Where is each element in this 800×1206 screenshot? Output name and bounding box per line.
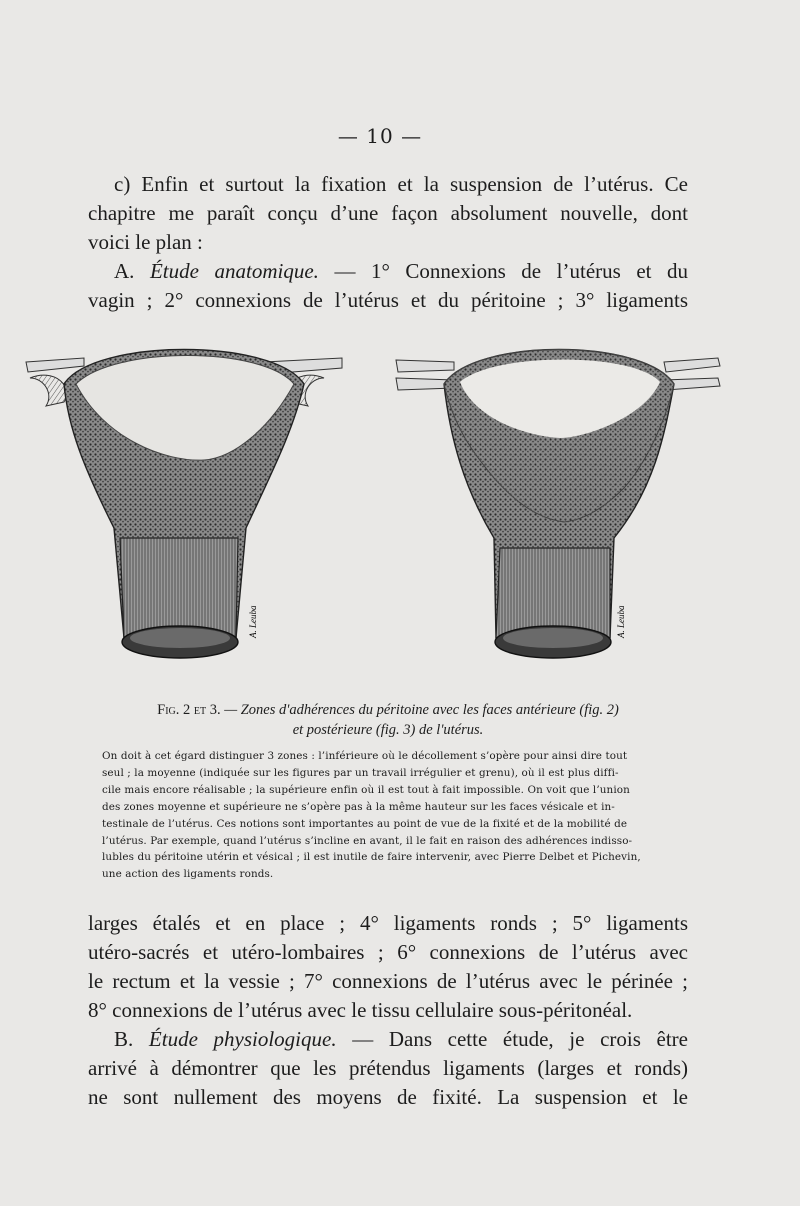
note-line: des zones moyenne et supérieure ne s’opère pas à la même hauteur sur les faces vésicale et in- (102, 800, 615, 813)
caption-line (78, 700, 698, 720)
figure-2-drawing (26, 350, 342, 659)
continuation-line: 8° connexions de l’utérus avec le tissu cellulaire sous-péritonéal. (88, 998, 633, 1022)
caption-label: Fig. 2 et 3. (157, 702, 221, 718)
note-line: lubles du péritoine utérin et vésical ; il est inutile de faire intervenir, avec Pierre Delbet et Pichevin, (102, 851, 641, 864)
caption-text: — Zones d'adhérences du péritoine avec les faces antérieure (fig. 2) (224, 702, 619, 718)
intro-text (88, 170, 688, 315)
continuation-line: ne sont nullement des moyens de fixité. La suspension et le (88, 1085, 688, 1109)
continuation-line: arrivé à démontrer que les prétendus ligaments (larges et ronds) (88, 1056, 688, 1080)
section-b-label: B. (114, 1027, 134, 1051)
section-b-line-rest: — Dans cette étude, je crois être (352, 1027, 688, 1051)
figure-2-signature: A. Leuba (248, 605, 258, 638)
continuation-line: larges étalés et en place ; 4° ligaments ronds ; 5° ligaments (88, 911, 688, 935)
caption-text: et postérieure (fig. 3) de l'utérus. (292, 722, 484, 738)
uterus-figure (24, 338, 724, 700)
intro-line: chapitre me paraît conçu d’une façon absolument nouvelle, dont (88, 201, 688, 225)
continuation-line: utéro-sacrés et utéro-lombaires ; 6° connexions de l’utérus avec (88, 940, 688, 964)
section-a-line1-rest: — 1° Connexions de l’utérus et du (334, 259, 689, 283)
intro-line: voici le plan : (88, 230, 203, 254)
note-line: On doit à cet égard distinguer 3 zones : l’inférieure où le décollement s’opère pour ainsi dire tout (102, 750, 628, 762)
note-line: l’utérus. Par exemple, quand l’utérus s’incline en avant, il le fait en raison des adhérences indisso- (102, 834, 633, 847)
caption-line (78, 720, 698, 740)
figure-3-drawing (396, 350, 720, 659)
section-b-title: Étude physiologique. (148, 1027, 337, 1051)
figure-3-signature: A. Leuba (616, 605, 626, 638)
note-line: seul ; la moyenne (indiquée sur les figures par un travail irrégulier et grenu), où il est plus diffi- (102, 766, 619, 779)
section-a-label: A. (114, 259, 135, 283)
continuation-text (88, 909, 688, 1112)
note-line: testinale de l’utérus. Ces notions sont importantes au point de vue de la fixité et de la mobilité de (102, 817, 628, 830)
section-a-title: Étude anatomique. (149, 259, 319, 283)
section-a-heading-line (88, 257, 688, 286)
note-line: une action des ligaments ronds. (102, 868, 274, 881)
page-number: — 10 — (337, 124, 423, 148)
figure-caption (78, 700, 698, 740)
continuation-line: le rectum et la vessie ; 7° connexions de l’utérus avec le périnée ; (88, 969, 688, 993)
section-b-heading-line (88, 1025, 688, 1054)
note-line: cile mais encore réalisable ; la supérieure enfin où il est tout à fait impossible. On voit que l’union (102, 783, 630, 796)
intro-line: c) Enfin et surtout la fixation et la suspension de l’utérus. Ce (114, 172, 688, 196)
section-a-line: vagin ; 2° connexions de l’utérus et du péritoine ; 3° ligaments (88, 288, 688, 312)
figure-note (102, 748, 682, 883)
